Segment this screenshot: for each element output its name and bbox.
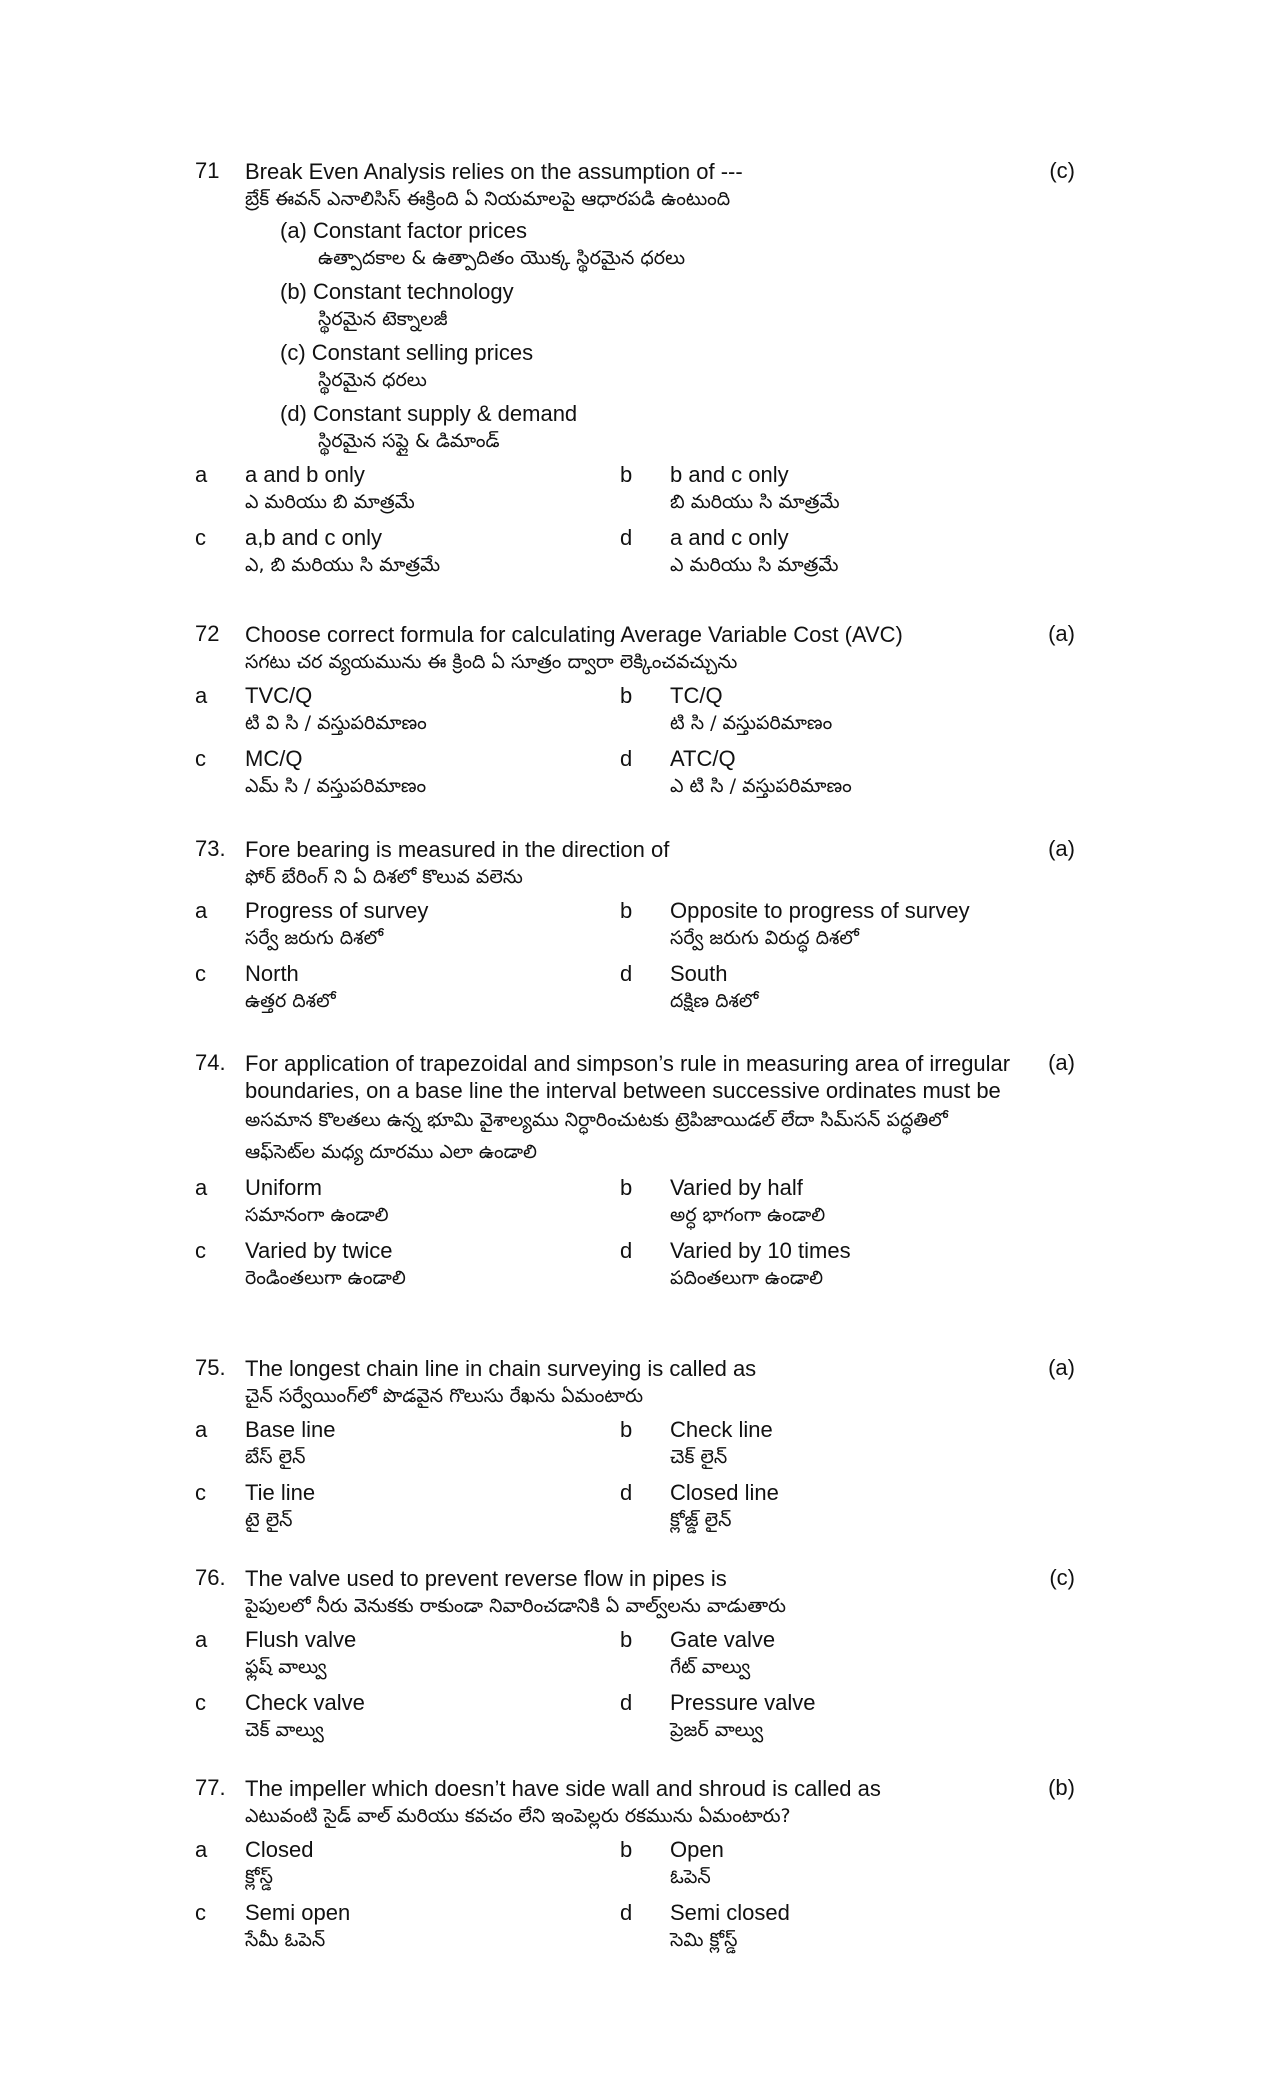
option-text-telugu: బి మరియు సి మాత్రమే bbox=[670, 491, 840, 513]
question-text-telugu: ఎటువంటి సైడ్ వాల్ మరియు కవచం లేని ఇంపెల్లరు రకమును ఏమంటారు? bbox=[245, 1805, 791, 1827]
option-a[interactable] bbox=[245, 1416, 620, 1471]
option-letter: d bbox=[620, 746, 633, 771]
statement-text-telugu: ఉత్పాదకాల & ఉత్పాదితం యొక్క స్థిరమైన ధరలు bbox=[318, 247, 686, 269]
option-c[interactable] bbox=[245, 745, 620, 800]
option-text-telugu: సర్వే జరుగు దిశలో bbox=[245, 927, 384, 949]
option-text-telugu: టి వి సి / వస్తుపరిమాణం bbox=[245, 712, 427, 734]
option-letter: c bbox=[195, 1480, 206, 1505]
option-letter: a bbox=[195, 898, 208, 923]
option-c[interactable] bbox=[245, 1237, 620, 1292]
option-b[interactable] bbox=[670, 1416, 1075, 1471]
option-b[interactable] bbox=[670, 1836, 1075, 1891]
statement-list bbox=[280, 217, 1075, 455]
question-number: 71 bbox=[195, 158, 220, 183]
option-letter: b bbox=[620, 1837, 633, 1862]
option-grid bbox=[195, 1836, 1075, 1954]
question-text: Choose correct formula for calculating Average Variable Cost (AVC) bbox=[245, 622, 903, 647]
statement-item bbox=[280, 339, 1075, 394]
option-text-telugu: ఓపెన్ bbox=[670, 1866, 711, 1888]
question-text: The impeller which doesn’t have side wall and shroud is called as bbox=[245, 1776, 881, 1801]
option-letter: a bbox=[195, 1627, 208, 1652]
question-73 bbox=[195, 836, 1075, 1015]
question-text: The longest chain line in chain surveying is called as bbox=[245, 1356, 757, 1381]
option-letter: c bbox=[195, 746, 206, 771]
option-text: Varied by half bbox=[670, 1175, 803, 1200]
option-text: a,b and c only bbox=[245, 525, 382, 550]
option-b[interactable] bbox=[670, 682, 1075, 737]
option-text: Pressure valve bbox=[670, 1690, 816, 1715]
option-text: Semi closed bbox=[670, 1900, 790, 1925]
option-letter: a bbox=[195, 1417, 208, 1442]
answer-key: (c) bbox=[1049, 158, 1075, 183]
option-d[interactable] bbox=[670, 524, 1075, 579]
statement-text-telugu: స్థిరమైన సప్లై & డిమాండ్ bbox=[318, 430, 500, 452]
option-letter: d bbox=[620, 1690, 633, 1715]
option-c[interactable] bbox=[245, 1689, 620, 1744]
option-text-telugu: ఉత్తర దిశలో bbox=[245, 990, 336, 1012]
option-letter: a bbox=[195, 1175, 208, 1200]
option-text: Varied by twice bbox=[245, 1238, 393, 1263]
option-text: North bbox=[245, 961, 299, 986]
option-a[interactable] bbox=[245, 461, 620, 516]
option-letter: b bbox=[620, 1627, 633, 1652]
option-letter: d bbox=[620, 525, 633, 550]
question-74 bbox=[195, 1050, 1075, 1292]
question-number: 77. bbox=[195, 1775, 226, 1800]
option-text: Closed line bbox=[670, 1480, 779, 1505]
answer-key: (a) bbox=[1048, 1355, 1075, 1380]
question-text-telugu: అసమాన కొలతలు ఉన్న భూమి వైశాల్యము నిర్ధారించుటకు ట్రెపిజాయిడల్ లేదా సిమ్‌సన్ పద్ధతిలో ఆఫ్‌సెట్‌ల మధ్య దూరము ఎలా ఉండాలి bbox=[245, 1109, 948, 1163]
option-text-telugu: చెక్ వాల్వు bbox=[245, 1719, 324, 1741]
option-b[interactable] bbox=[670, 1174, 1075, 1229]
option-letter: b bbox=[620, 683, 633, 708]
option-a[interactable] bbox=[245, 682, 620, 737]
statement-text-telugu: స్థిరమైన టెక్నాలజీ bbox=[318, 308, 448, 330]
option-text: a and c only bbox=[670, 525, 789, 550]
option-text-telugu: సేమీ ఓపెన్ bbox=[245, 1929, 326, 1951]
statement-text: (a) Constant factor prices bbox=[280, 218, 527, 243]
option-b[interactable] bbox=[670, 461, 1075, 516]
option-a[interactable] bbox=[245, 897, 620, 952]
option-grid bbox=[195, 682, 1075, 800]
statement-text-telugu: స్థిరమైన ధరలు bbox=[318, 369, 427, 391]
option-text-telugu: చెక్ లైన్ bbox=[670, 1446, 728, 1468]
option-letter: c bbox=[195, 1900, 206, 1925]
question-text-telugu: చైన్ సర్వేయింగ్‌లో పొడవైన గొలుసు రేఖను ఏమంటారు bbox=[245, 1385, 644, 1407]
option-letter: c bbox=[195, 1238, 206, 1263]
question-75 bbox=[195, 1355, 1075, 1534]
option-text: TC/Q bbox=[670, 683, 723, 708]
option-grid bbox=[195, 1416, 1075, 1534]
answer-key: (a) bbox=[1048, 621, 1075, 646]
statement-item bbox=[280, 278, 1075, 333]
option-letter: d bbox=[620, 961, 633, 986]
option-text: MC/Q bbox=[245, 746, 303, 771]
question-text-telugu: ఫోర్ బేరింగ్ ని ఏ దిశలో కొలువ వలెను bbox=[245, 866, 523, 888]
option-text-telugu: సెమి క్లోస్డ్ bbox=[670, 1929, 738, 1951]
option-text-telugu: రెండింతలుగా ఉండాలి bbox=[245, 1267, 406, 1289]
option-letter: b bbox=[620, 1417, 633, 1442]
option-text-telugu: ఎ టి సి / వస్తుపరిమాణం bbox=[670, 775, 852, 797]
question-text-telugu: సగటు చర వ్యయమును ఈ క్రింది ఏ సూత్రం ద్వారా లెక్కించవచ్చును bbox=[245, 651, 738, 673]
option-b[interactable] bbox=[670, 897, 1075, 952]
option-text-telugu: ఎ మరియు సి మాత్రమే bbox=[670, 554, 839, 576]
option-c[interactable] bbox=[245, 524, 620, 579]
option-grid bbox=[195, 1626, 1075, 1744]
option-text-telugu: పదింతలుగా ఉండాలి bbox=[670, 1267, 824, 1289]
option-c[interactable] bbox=[245, 960, 620, 1015]
question-76 bbox=[195, 1565, 1075, 1744]
option-text: Closed bbox=[245, 1837, 314, 1862]
option-text: Semi open bbox=[245, 1900, 351, 1925]
option-a[interactable] bbox=[245, 1626, 620, 1681]
option-text: b and c only bbox=[670, 462, 789, 487]
statement-text: (b) Constant technology bbox=[280, 279, 514, 304]
question-text: Break Even Analysis relies on the assumption of --- bbox=[245, 159, 743, 184]
option-text-telugu: ప్రెజర్ వాల్వు bbox=[670, 1719, 764, 1741]
option-text-telugu: టై లైన్ bbox=[245, 1509, 293, 1531]
option-a[interactable] bbox=[245, 1174, 620, 1229]
option-text-telugu: అర్ధ భాగంగా ఉండాలి bbox=[670, 1204, 826, 1226]
question-72 bbox=[195, 621, 1075, 800]
statement-text: (c) Constant selling prices bbox=[280, 340, 534, 365]
option-text-telugu: సర్వే జరుగు విరుద్ధ దిశలో bbox=[670, 927, 859, 949]
option-letter: b bbox=[620, 462, 633, 487]
question-text-telugu: బ్రేక్ ఈవన్ ఎనాలిసిస్ ఈక్రింది ఏ నియమాలపై ఆధారపడి ఉంటుంది bbox=[245, 188, 731, 210]
option-text-telugu: ఎమ్ సి / వస్తుపరిమాణం bbox=[245, 775, 427, 797]
option-text-telugu: సమానంగా ఉండాలి bbox=[245, 1204, 389, 1226]
option-d[interactable] bbox=[670, 960, 1075, 1015]
question-text: For application of trapezoidal and simpson’s rule in measuring area of irregular boundaries, on a base line the interval between successive ordinates must be bbox=[245, 1051, 1011, 1103]
option-text: Opposite to progress of survey bbox=[670, 898, 970, 923]
option-text: Gate valve bbox=[670, 1627, 776, 1652]
question-number: 75. bbox=[195, 1355, 226, 1380]
option-text: Check line bbox=[670, 1417, 773, 1442]
option-grid bbox=[195, 1174, 1075, 1292]
question-71 bbox=[195, 158, 1075, 579]
option-text: Base line bbox=[245, 1417, 336, 1442]
statement-item bbox=[280, 217, 1075, 272]
option-text-telugu: క్లోస్డ్ bbox=[245, 1866, 274, 1888]
option-c[interactable] bbox=[245, 1899, 620, 1954]
statement-item bbox=[280, 400, 1075, 455]
option-text-telugu: ఫ్లష్ వాల్వు bbox=[245, 1656, 327, 1678]
option-text: South bbox=[670, 961, 728, 986]
option-letter: c bbox=[195, 1690, 206, 1715]
statement-text: (d) Constant supply & demand bbox=[280, 401, 578, 426]
option-letter: b bbox=[620, 1175, 633, 1200]
question-number: 72 bbox=[195, 621, 220, 646]
question-text: Fore bearing is measured in the direction of bbox=[245, 837, 670, 862]
answer-key: (c) bbox=[1049, 1565, 1075, 1590]
answer-key: (a) bbox=[1048, 836, 1075, 861]
option-letter: c bbox=[195, 961, 206, 986]
option-d[interactable] bbox=[670, 745, 1075, 800]
option-letter: b bbox=[620, 898, 633, 923]
option-d[interactable] bbox=[670, 1237, 1075, 1292]
option-letter: c bbox=[195, 525, 206, 550]
option-grid bbox=[195, 897, 1075, 1015]
option-text: Flush valve bbox=[245, 1627, 357, 1652]
question-text-telugu: పైపులలో నీరు వెనుకకు రాకుండా నివారించడానికి ఏ వాల్వ్‌లను వాడుతారు bbox=[245, 1595, 786, 1617]
option-letter: a bbox=[195, 683, 208, 708]
option-a[interactable] bbox=[245, 1836, 620, 1891]
option-text-telugu: ఎ మరియు బి మాత్రమే bbox=[245, 491, 415, 513]
option-text: a and b only bbox=[245, 462, 365, 487]
option-c[interactable] bbox=[245, 1479, 620, 1534]
option-text: Varied by 10 times bbox=[670, 1238, 851, 1263]
option-letter: a bbox=[195, 1837, 208, 1862]
option-text-telugu: టి సి / వస్తుపరిమాణం bbox=[670, 712, 833, 734]
option-text: Uniform bbox=[245, 1175, 323, 1200]
option-d[interactable] bbox=[670, 1689, 1075, 1744]
option-text-telugu: క్లోజ్డ్ లైన్ bbox=[670, 1509, 732, 1531]
question-number: 73. bbox=[195, 836, 226, 861]
option-text-telugu: గేట్ వాల్వు bbox=[670, 1656, 751, 1678]
answer-key: (a) bbox=[1048, 1050, 1075, 1075]
option-text: Progress of survey bbox=[245, 898, 429, 923]
option-letter: d bbox=[620, 1900, 633, 1925]
option-letter: d bbox=[620, 1480, 633, 1505]
option-text: Tie line bbox=[245, 1480, 316, 1505]
question-number: 76. bbox=[195, 1565, 226, 1590]
option-text: TVC/Q bbox=[245, 683, 313, 708]
option-text: Open bbox=[670, 1837, 724, 1862]
option-text-telugu: బేస్ లైన్ bbox=[245, 1446, 306, 1468]
option-text: ATC/Q bbox=[670, 746, 736, 771]
option-letter: d bbox=[620, 1238, 633, 1263]
option-b[interactable] bbox=[670, 1626, 1075, 1681]
option-grid bbox=[195, 461, 1075, 579]
option-text-telugu: ఎ, బి మరియు సి మాత్రమే bbox=[245, 554, 441, 576]
option-d[interactable] bbox=[670, 1899, 1075, 1954]
option-letter: a bbox=[195, 462, 208, 487]
question-number: 74. bbox=[195, 1050, 226, 1075]
option-text-telugu: దక్షిణ దిశలో bbox=[670, 990, 759, 1012]
option-text: Check valve bbox=[245, 1690, 365, 1715]
answer-key: (b) bbox=[1048, 1775, 1075, 1800]
question-text: The valve used to prevent reverse flow in pipes is bbox=[245, 1566, 727, 1591]
question-77 bbox=[195, 1775, 1075, 1954]
option-d[interactable] bbox=[670, 1479, 1075, 1534]
